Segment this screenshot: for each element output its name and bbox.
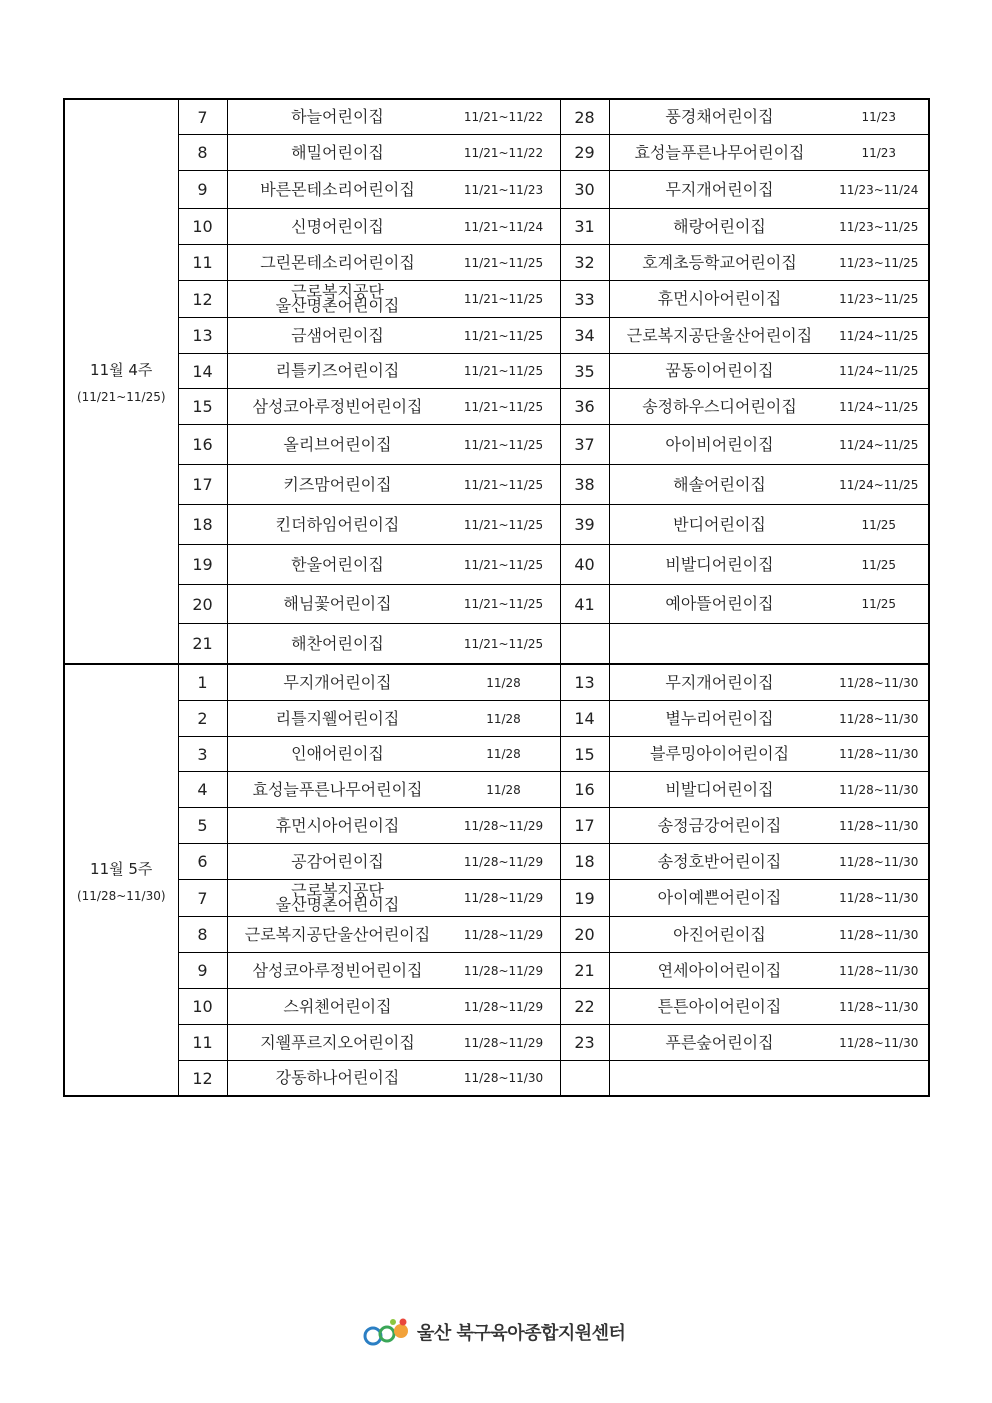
daycare-name: 리틀키즈어린이집 bbox=[275, 361, 400, 380]
week-title: 11월 4주 bbox=[90, 361, 153, 379]
daycare-name: 근로복지공단 울산명촌어린이집 bbox=[275, 282, 400, 315]
daycare-name: 리틀지웰어린이집 bbox=[275, 708, 400, 728]
table-row bbox=[64, 1025, 929, 1061]
daycare-cell bbox=[227, 209, 560, 245]
table-row bbox=[64, 99, 929, 135]
daycare-cell bbox=[609, 989, 929, 1025]
row-number: 37 bbox=[560, 425, 609, 465]
daycare-cell bbox=[609, 281, 929, 318]
daycare-cell bbox=[227, 354, 560, 389]
row-number: 1 bbox=[178, 664, 227, 701]
daycare-cell bbox=[609, 1061, 929, 1097]
table-row bbox=[64, 425, 929, 465]
row-number: 10 bbox=[178, 209, 227, 245]
table-row bbox=[64, 844, 929, 880]
daycare-name: 올리브어린이집 bbox=[283, 434, 392, 454]
table-row bbox=[64, 318, 929, 354]
row-number: 38 bbox=[560, 465, 609, 505]
period-date: 11/24~11/25 bbox=[839, 328, 919, 343]
daycare-cell bbox=[227, 281, 560, 318]
daycare-cell bbox=[227, 99, 560, 135]
table-row bbox=[64, 737, 929, 772]
daycare-cell bbox=[609, 701, 929, 737]
daycare-cell bbox=[609, 772, 929, 808]
period-date: 11/21~11/25 bbox=[463, 292, 544, 306]
row-number: 18 bbox=[178, 505, 227, 545]
org-logo-icon bbox=[363, 1316, 413, 1348]
daycare-cell bbox=[609, 505, 929, 545]
daycare-cell bbox=[609, 953, 929, 989]
daycare-name: 키즈맘어린이집 bbox=[283, 474, 392, 494]
daycare-name: 풍경채어린이집 bbox=[665, 107, 774, 126]
period-date: 11/28~11/29 bbox=[463, 891, 544, 905]
daycare-cell bbox=[609, 664, 929, 701]
daycare-cell bbox=[227, 318, 560, 354]
daycare-name: 반디어린이집 bbox=[673, 514, 766, 534]
table-row bbox=[64, 354, 929, 389]
daycare-name: 해찬어린이집 bbox=[291, 633, 384, 653]
daycare-cell bbox=[227, 171, 560, 209]
row-number: 6 bbox=[178, 844, 227, 880]
daycare-cell bbox=[227, 989, 560, 1025]
daycare-name: 효성늘푸른나무어린이집 bbox=[634, 142, 805, 162]
daycare-name: 연세아이어린이집 bbox=[657, 960, 782, 980]
period-date: 11/21~11/25 bbox=[463, 364, 544, 378]
daycare-cell bbox=[609, 808, 929, 844]
period-date: 11/28~11/29 bbox=[463, 854, 544, 869]
daycare-cell bbox=[227, 844, 560, 880]
row-number: 39 bbox=[560, 505, 609, 545]
row-number: 4 bbox=[178, 772, 227, 808]
daycare-cell bbox=[609, 624, 929, 665]
table-row bbox=[64, 545, 929, 585]
daycare-name: 별누리어린이집 bbox=[665, 708, 774, 728]
daycare-name: 지웰푸르지오어린이집 bbox=[260, 1032, 415, 1052]
row-number: 8 bbox=[178, 917, 227, 953]
daycare-cell bbox=[609, 209, 929, 245]
daycare-name: 송정호반어린이집 bbox=[657, 851, 782, 871]
daycare-name: 삼성코아루정빈어린이집 bbox=[252, 396, 423, 416]
week-5-section bbox=[64, 664, 929, 1096]
period-date: 11/21~11/24 bbox=[463, 219, 544, 234]
daycare-cell bbox=[227, 917, 560, 953]
daycare-name: 호계초등학교어린이집 bbox=[642, 252, 797, 272]
row-number: 11 bbox=[178, 245, 227, 281]
daycare-cell bbox=[609, 844, 929, 880]
daycare-cell bbox=[609, 354, 929, 389]
week-label-cell bbox=[64, 664, 178, 1096]
table-row bbox=[64, 953, 929, 989]
table-row bbox=[64, 989, 929, 1025]
row-number: 12 bbox=[178, 1061, 227, 1097]
table-row bbox=[64, 389, 929, 425]
daycare-name: 아진어린이집 bbox=[673, 924, 766, 944]
period-date: 11/24~11/25 bbox=[839, 477, 919, 492]
period-date: 11/23 bbox=[861, 145, 897, 160]
period-date: 11/28~11/30 bbox=[839, 782, 919, 797]
daycare-cell bbox=[227, 772, 560, 808]
daycare-name: 그린몬테소리어린이집 bbox=[260, 252, 415, 272]
period-date: 11/28 bbox=[486, 782, 521, 797]
period-date: 11/28~11/30 bbox=[463, 1071, 544, 1085]
daycare-cell bbox=[227, 953, 560, 989]
period-date: 11/25 bbox=[861, 557, 897, 572]
row-number: 15 bbox=[178, 389, 227, 425]
daycare-name: 해솔어린이집 bbox=[673, 474, 766, 494]
row-number: 7 bbox=[178, 880, 227, 917]
row-number: 33 bbox=[560, 281, 609, 318]
row-number: 18 bbox=[560, 844, 609, 880]
row-number: 22 bbox=[560, 989, 609, 1025]
row-number: 9 bbox=[178, 171, 227, 209]
row-number: 2 bbox=[178, 701, 227, 737]
row-number: 32 bbox=[560, 245, 609, 281]
row-number: 14 bbox=[560, 701, 609, 737]
period-date: 11/21~11/25 bbox=[463, 557, 544, 572]
daycare-cell bbox=[227, 465, 560, 505]
period-date: 11/21~11/25 bbox=[463, 437, 544, 452]
daycare-name: 강동하나어린이집 bbox=[275, 1068, 400, 1087]
daycare-name: 비발디어린이집 bbox=[665, 779, 774, 799]
period-date: 11/23~11/25 bbox=[839, 255, 919, 270]
table-row bbox=[64, 585, 929, 624]
daycare-name: 튼튼아이어린이집 bbox=[657, 996, 782, 1016]
period-date: 11/28~11/30 bbox=[839, 999, 919, 1014]
period-date: 11/28~11/29 bbox=[463, 999, 544, 1014]
period-date: 11/28~11/30 bbox=[839, 963, 919, 978]
week-title: 11월 5주 bbox=[90, 859, 153, 878]
daycare-name: 아이예쁜어린이집 bbox=[657, 888, 782, 907]
period-date: 11/21~11/22 bbox=[463, 110, 544, 124]
daycare-cell bbox=[227, 624, 560, 665]
table-row bbox=[64, 505, 929, 545]
period-date: 11/21~11/25 bbox=[463, 328, 544, 343]
row-number: 20 bbox=[560, 917, 609, 953]
period-date: 11/23~11/25 bbox=[839, 292, 919, 306]
week-4-section bbox=[64, 99, 929, 664]
row-number: 13 bbox=[178, 318, 227, 354]
row-number: 40 bbox=[560, 545, 609, 585]
row-number bbox=[560, 624, 609, 665]
row-number: 20 bbox=[178, 585, 227, 624]
daycare-cell bbox=[227, 880, 560, 917]
period-date: 11/21~11/25 bbox=[463, 597, 544, 611]
period-date: 11/28~11/30 bbox=[839, 675, 919, 690]
row-number: 14 bbox=[178, 354, 227, 389]
daycare-name: 해님꽃어린이집 bbox=[283, 594, 392, 613]
row-number: 31 bbox=[560, 209, 609, 245]
daycare-cell bbox=[227, 585, 560, 624]
table-row bbox=[64, 245, 929, 281]
daycare-name: 해밀어린이집 bbox=[291, 142, 384, 162]
period-date: 11/21~11/25 bbox=[463, 477, 544, 492]
period-date: 11/21~11/23 bbox=[463, 182, 544, 197]
period-date: 11/28~11/29 bbox=[463, 927, 544, 942]
table-row bbox=[64, 772, 929, 808]
row-number: 36 bbox=[560, 389, 609, 425]
daycare-cell bbox=[227, 389, 560, 425]
daycare-cell bbox=[609, 1025, 929, 1061]
row-number: 19 bbox=[178, 545, 227, 585]
daycare-name: 한울어린이집 bbox=[291, 554, 384, 574]
daycare-name: 블루밍아이어린이집 bbox=[649, 744, 790, 763]
footer bbox=[363, 1316, 625, 1348]
row-number: 10 bbox=[178, 989, 227, 1025]
daycare-cell bbox=[227, 245, 560, 281]
daycare-cell bbox=[227, 808, 560, 844]
row-number: 7 bbox=[178, 99, 227, 135]
period-date: 11/24~11/25 bbox=[839, 364, 919, 378]
daycare-cell bbox=[227, 701, 560, 737]
row-number: 5 bbox=[178, 808, 227, 844]
table-row bbox=[64, 1061, 929, 1097]
daycare-name: 비발디어린이집 bbox=[665, 554, 774, 574]
footer-org-name: 울산 북구육아종합지원센터 bbox=[417, 1323, 626, 1344]
daycare-cell bbox=[609, 917, 929, 953]
daycare-name: 하늘어린이집 bbox=[291, 107, 384, 126]
daycare-name: 예아뜰어린이집 bbox=[665, 594, 774, 613]
daycare-name: 아이비어린이집 bbox=[665, 434, 774, 454]
daycare-name: 바른몬테소리어린이집 bbox=[260, 179, 415, 199]
period-date: 11/21~11/22 bbox=[463, 145, 544, 160]
daycare-cell bbox=[227, 545, 560, 585]
daycare-cell bbox=[227, 1061, 560, 1097]
row-number: 30 bbox=[560, 171, 609, 209]
daycare-cell bbox=[609, 737, 929, 772]
period-date: 11/28~11/30 bbox=[839, 891, 919, 905]
period-date: 11/28 bbox=[486, 711, 521, 726]
row-number: 11 bbox=[178, 1025, 227, 1061]
row-number: 29 bbox=[560, 135, 609, 171]
row-number: 21 bbox=[178, 624, 227, 665]
table-row bbox=[64, 209, 929, 245]
row-number: 15 bbox=[560, 737, 609, 772]
period-date: 11/28~11/30 bbox=[839, 927, 919, 942]
schedule-table bbox=[63, 98, 930, 1097]
row-number: 9 bbox=[178, 953, 227, 989]
daycare-name: 꿈동이어린이집 bbox=[665, 361, 774, 380]
period-date: 11/21~11/25 bbox=[463, 399, 544, 414]
daycare-cell bbox=[609, 585, 929, 624]
daycare-name: 효성늘푸른나무어린이집 bbox=[252, 779, 423, 799]
period-date: 11/28~11/30 bbox=[839, 818, 919, 833]
table-row bbox=[64, 664, 929, 701]
week-range: (11/21~11/25) bbox=[76, 390, 166, 404]
daycare-name: 무지개어린이집 bbox=[665, 672, 774, 692]
period-date: 11/28 bbox=[486, 747, 521, 761]
daycare-name: 공감어린이집 bbox=[291, 851, 384, 871]
row-number: 13 bbox=[560, 664, 609, 701]
table-row bbox=[64, 808, 929, 844]
row-number: 3 bbox=[178, 737, 227, 772]
row-number bbox=[560, 1061, 609, 1097]
daycare-name: 송정금강어린이집 bbox=[657, 815, 782, 835]
period-date: 11/28~11/29 bbox=[463, 963, 544, 978]
daycare-cell bbox=[227, 135, 560, 171]
period-date: 11/25 bbox=[861, 597, 897, 611]
daycare-cell bbox=[609, 245, 929, 281]
period-date: 11/28~11/30 bbox=[839, 711, 919, 726]
daycare-cell bbox=[227, 425, 560, 465]
daycare-name: 킨더하임어린이집 bbox=[275, 514, 400, 534]
row-number: 28 bbox=[560, 99, 609, 135]
daycare-name: 금샘어린이집 bbox=[291, 325, 384, 345]
table-row bbox=[64, 917, 929, 953]
period-date: 11/23~11/24 bbox=[839, 182, 919, 197]
daycare-name: 신명어린이집 bbox=[291, 216, 384, 236]
daycare-name: 스위첸어린이집 bbox=[283, 996, 392, 1016]
daycare-name: 해랑어린이집 bbox=[673, 216, 766, 236]
daycare-cell bbox=[609, 545, 929, 585]
daycare-name: 근로복지공단울산어린이집 bbox=[244, 924, 431, 944]
daycare-cell bbox=[609, 425, 929, 465]
row-number: 35 bbox=[560, 354, 609, 389]
period-date: 11/28~11/30 bbox=[839, 1035, 919, 1050]
row-number: 16 bbox=[560, 772, 609, 808]
daycare-cell bbox=[609, 171, 929, 209]
row-number: 17 bbox=[178, 465, 227, 505]
daycare-cell bbox=[609, 99, 929, 135]
daycare-cell bbox=[227, 1025, 560, 1061]
table-row bbox=[64, 171, 929, 209]
table-row bbox=[64, 135, 929, 171]
period-date: 11/24~11/25 bbox=[839, 437, 919, 452]
daycare-cell bbox=[609, 318, 929, 354]
week-range: (11/28~11/30) bbox=[76, 888, 166, 903]
daycare-cell bbox=[609, 465, 929, 505]
row-number: 16 bbox=[178, 425, 227, 465]
table-row bbox=[64, 281, 929, 318]
row-number: 19 bbox=[560, 880, 609, 917]
row-number: 8 bbox=[178, 135, 227, 171]
period-date: 11/28 bbox=[486, 675, 521, 690]
period-date: 11/28~11/29 bbox=[463, 818, 544, 833]
daycare-name: 휴먼시아어린이집 bbox=[275, 815, 400, 835]
table-row bbox=[64, 465, 929, 505]
row-number: 41 bbox=[560, 585, 609, 624]
daycare-name: 근로복지공단울산어린이집 bbox=[626, 325, 813, 345]
daycare-cell bbox=[227, 737, 560, 772]
daycare-cell bbox=[609, 135, 929, 171]
daycare-name: 근로복지공단 울산명촌어린이집 bbox=[275, 881, 400, 914]
daycare-cell bbox=[609, 880, 929, 917]
daycare-name: 휴먼시아어린이집 bbox=[657, 289, 782, 308]
row-number: 17 bbox=[560, 808, 609, 844]
period-date: 11/23 bbox=[861, 110, 897, 124]
row-number: 34 bbox=[560, 318, 609, 354]
daycare-cell bbox=[227, 664, 560, 701]
period-date: 11/23~11/25 bbox=[839, 219, 919, 234]
table-row bbox=[64, 701, 929, 737]
row-number: 12 bbox=[178, 281, 227, 318]
daycare-name: 무지개어린이집 bbox=[283, 672, 392, 692]
period-date: 11/25 bbox=[861, 517, 897, 532]
row-number: 23 bbox=[560, 1025, 609, 1061]
week-label-cell bbox=[64, 99, 178, 664]
daycare-name: 푸른숲어린이집 bbox=[665, 1032, 774, 1052]
period-date: 11/28~11/30 bbox=[839, 854, 919, 869]
daycare-name: 인애어린이집 bbox=[291, 744, 384, 763]
period-date: 11/21~11/25 bbox=[463, 636, 544, 651]
daycare-name: 무지개어린이집 bbox=[665, 179, 774, 199]
daycare-name: 삼성코아루정빈어린이집 bbox=[252, 960, 423, 980]
period-date: 11/28~11/30 bbox=[839, 747, 919, 761]
daycare-cell bbox=[227, 505, 560, 545]
daycare-cell bbox=[609, 389, 929, 425]
period-date: 11/21~11/25 bbox=[463, 255, 544, 270]
period-date: 11/28~11/29 bbox=[463, 1035, 544, 1050]
row-number: 21 bbox=[560, 953, 609, 989]
table-row bbox=[64, 624, 929, 665]
daycare-name: 송정하우스디어린이집 bbox=[642, 396, 797, 416]
table-row bbox=[64, 880, 929, 917]
period-date: 11/21~11/25 bbox=[463, 517, 544, 532]
period-date: 11/24~11/25 bbox=[839, 399, 919, 414]
